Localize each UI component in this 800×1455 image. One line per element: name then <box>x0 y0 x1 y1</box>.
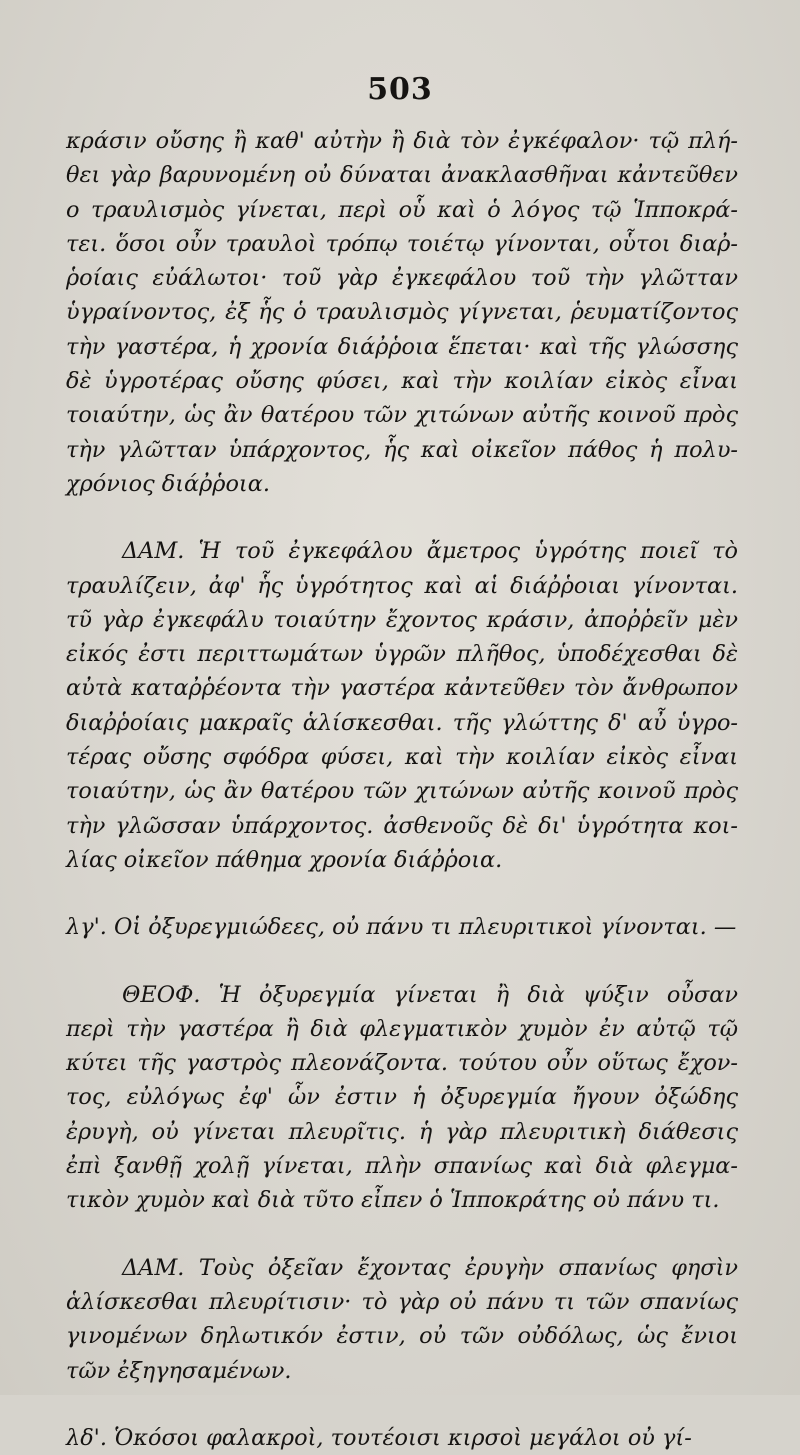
text-line: τοιαύτην, ὡς ἂν θατέρου τῶν χιτώνων αὐτῆς κοινοῦ πρὸς <box>66 402 738 429</box>
text-line: αὐτὰ καταῤῥέοντα τὴν γαστέρα κἀντεῦθεν τὸν ἄνθρωπον <box>66 675 738 702</box>
text-line: ἁλίσκεσθαι πλευρίτισιν· τὸ γὰρ οὐ πάνυ τι τῶν σπανίως <box>66 1288 738 1315</box>
text-line: κύτει τῆς γαστρὸς πλεονάζοντα. τούτου οὖν οὕτως ἔχον- <box>66 1050 738 1077</box>
text-line: τῶν ἐξηγησαμένων. <box>66 1357 292 1384</box>
text-line: τραυλίζειν, ἀφ' ἧς ὑγρότητος καὶ αἱ διάῤῥοιαι γίνονται. <box>66 572 738 599</box>
paragraph-gap <box>66 945 738 978</box>
paragraph-dam-commentary-2 <box>66 1251 738 1388</box>
text-line: ο τραυλισμὸς γίνεται, περὶ οὗ καὶ ὁ λόγος τῷ Ἱπποκρά- <box>66 196 738 223</box>
page-number: 503 <box>367 72 433 107</box>
text-line: διαῤῥοίαις μακραῖς ἁλίσκεσθαι. τῆς γλώττης δ' αὖ ὑγρο- <box>66 709 738 736</box>
text-line: ἐρυγὴ, οὐ γίνεται πλευρῖτις. ἡ γὰρ πλευριτικὴ διάθεσις <box>66 1118 738 1145</box>
text-line: λγ'. Οἱ ὀξυρεγμιώδεες, οὐ πάνυ τι πλευριτικοὶ γίνονται. — <box>66 914 737 941</box>
paragraph-dam-commentary <box>66 534 738 877</box>
text-line: τοιαύτην, ὡς ἂν θατέρου τῶν χιτώνων αὐτῆς κοινοῦ πρὸς <box>66 778 738 805</box>
text-line: τέρας οὔσης σφόδρα φύσει, καὶ τὴν κοιλίαν εἰκὸς εἶναι <box>66 744 738 771</box>
text-line: τῦ γὰρ ἐγκεφάλυ τοιαύτην ἔχοντος κράσιν, ἀποῤῥεῖν μὲν <box>66 606 738 633</box>
paragraph-gap <box>66 1218 738 1251</box>
text-line: ὑγραίνοντος, ἐξ ἧς ὁ τραυλισμὸς γίγνεται, ῥευματίζοντος <box>66 299 738 326</box>
paragraph-gap <box>66 877 738 910</box>
text-line: χρόνιος διάῤῥοια. <box>66 470 270 497</box>
text-line: λίας οἰκεῖον πάθημα χρονία διάῤῥοια. <box>66 846 503 873</box>
text-line: τικὸν χυμὸν καὶ διὰ τῦτο εἶπεν ὁ Ἱπποκράτης οὐ πάνυ τι. <box>66 1187 720 1214</box>
text-line: ῥοίαις εὐάλωτοι· τοῦ γὰρ ἐγκεφάλου τοῦ τὴν γλῶτταν <box>66 265 738 292</box>
text-line: κράσιν οὔσης ἢ καθ' αὐτὴν ἢ διὰ τὸν ἐγκέφαλον· τῷ πλή- <box>66 128 738 154</box>
paragraph-gap <box>66 1388 738 1421</box>
text-line: θει γὰρ βαρυνομένη οὐ δύναται ἀνακλασθῆναι κἀντεῦθεν <box>66 162 738 189</box>
text-line: τὴν γαστέρα, ἡ χρονία διάῤῥοια ἕπεται· καὶ τῆς γλώσσης <box>66 333 738 360</box>
text-line: γινομένων δηλωτικόν ἐστιν, οὐ τῶν οὐδόλως, ὡς ἔνιοι <box>66 1323 738 1350</box>
text-line: εἰκός ἐστι περιττωμάτων ὑγρῶν πλῆθος, ὑποδέχεσθαι δὲ <box>66 641 738 668</box>
text-line: ἐπὶ ξανθῇ χολῇ γίνεται, πλὴν σπανίως καὶ διὰ φλεγμα- <box>66 1153 738 1180</box>
text-line: περὶ τὴν γαστέρα ἢ διὰ φλεγματικὸν χυμὸν ἐν αὐτῷ τῷ <box>66 1015 738 1042</box>
text-line: λδ'. Ὁκόσοι φαλακροὶ, τουτέοισι κιρσοὶ μεγάλοι οὐ γί- <box>66 1424 692 1451</box>
text-line: ΘΕΟΦ. Ἡ ὀξυρεγμία γίνεται ἢ διὰ ψύξιν οὖσαν <box>122 981 738 1008</box>
text-line: τὴν γλῶτταν ὑπάρχοντος, ἧς καὶ οἰκεῖον πάθος ἡ πολυ- <box>66 436 738 463</box>
aphorism-34 <box>66 1421 738 1455</box>
page-body-text <box>66 124 738 1455</box>
text-line: ΔΑΜ. Ἡ τοῦ ἐγκεφάλου ἄμετρος ὑγρότης ποιεῖ τὸ <box>122 538 738 565</box>
text-line: τει. ὅσοι οὖν τραυλοὶ τρόπῳ τοιέτῳ γίνονται, οὗτοι διαῤ- <box>66 230 738 257</box>
paragraph-commentary-continuation <box>66 124 738 501</box>
text-line: τος, εὐλόγως ἐφ' ὧν ἐστιν ἡ ὀξυρεγμία ἤγουν ὀξώδης <box>66 1084 738 1111</box>
text-line: δὲ ὑγροτέρας οὔσης φύσει, καὶ τὴν κοιλίαν εἰκὸς εἶναι <box>66 368 738 395</box>
paragraph-theoph-commentary <box>66 978 738 1218</box>
paragraph-gap <box>66 501 738 534</box>
aphorism-33 <box>66 910 738 944</box>
text-line: τὴν γλῶσσαν ὑπάρχοντος. ἀσθενοῦς δὲ δι' ὑγρότητα κοι- <box>66 812 738 839</box>
text-line: ΔΑΜ. Τοὺς ὀξεῖαν ἔχοντας ἐρυγὴν σπανίως φησὶν <box>122 1254 738 1281</box>
